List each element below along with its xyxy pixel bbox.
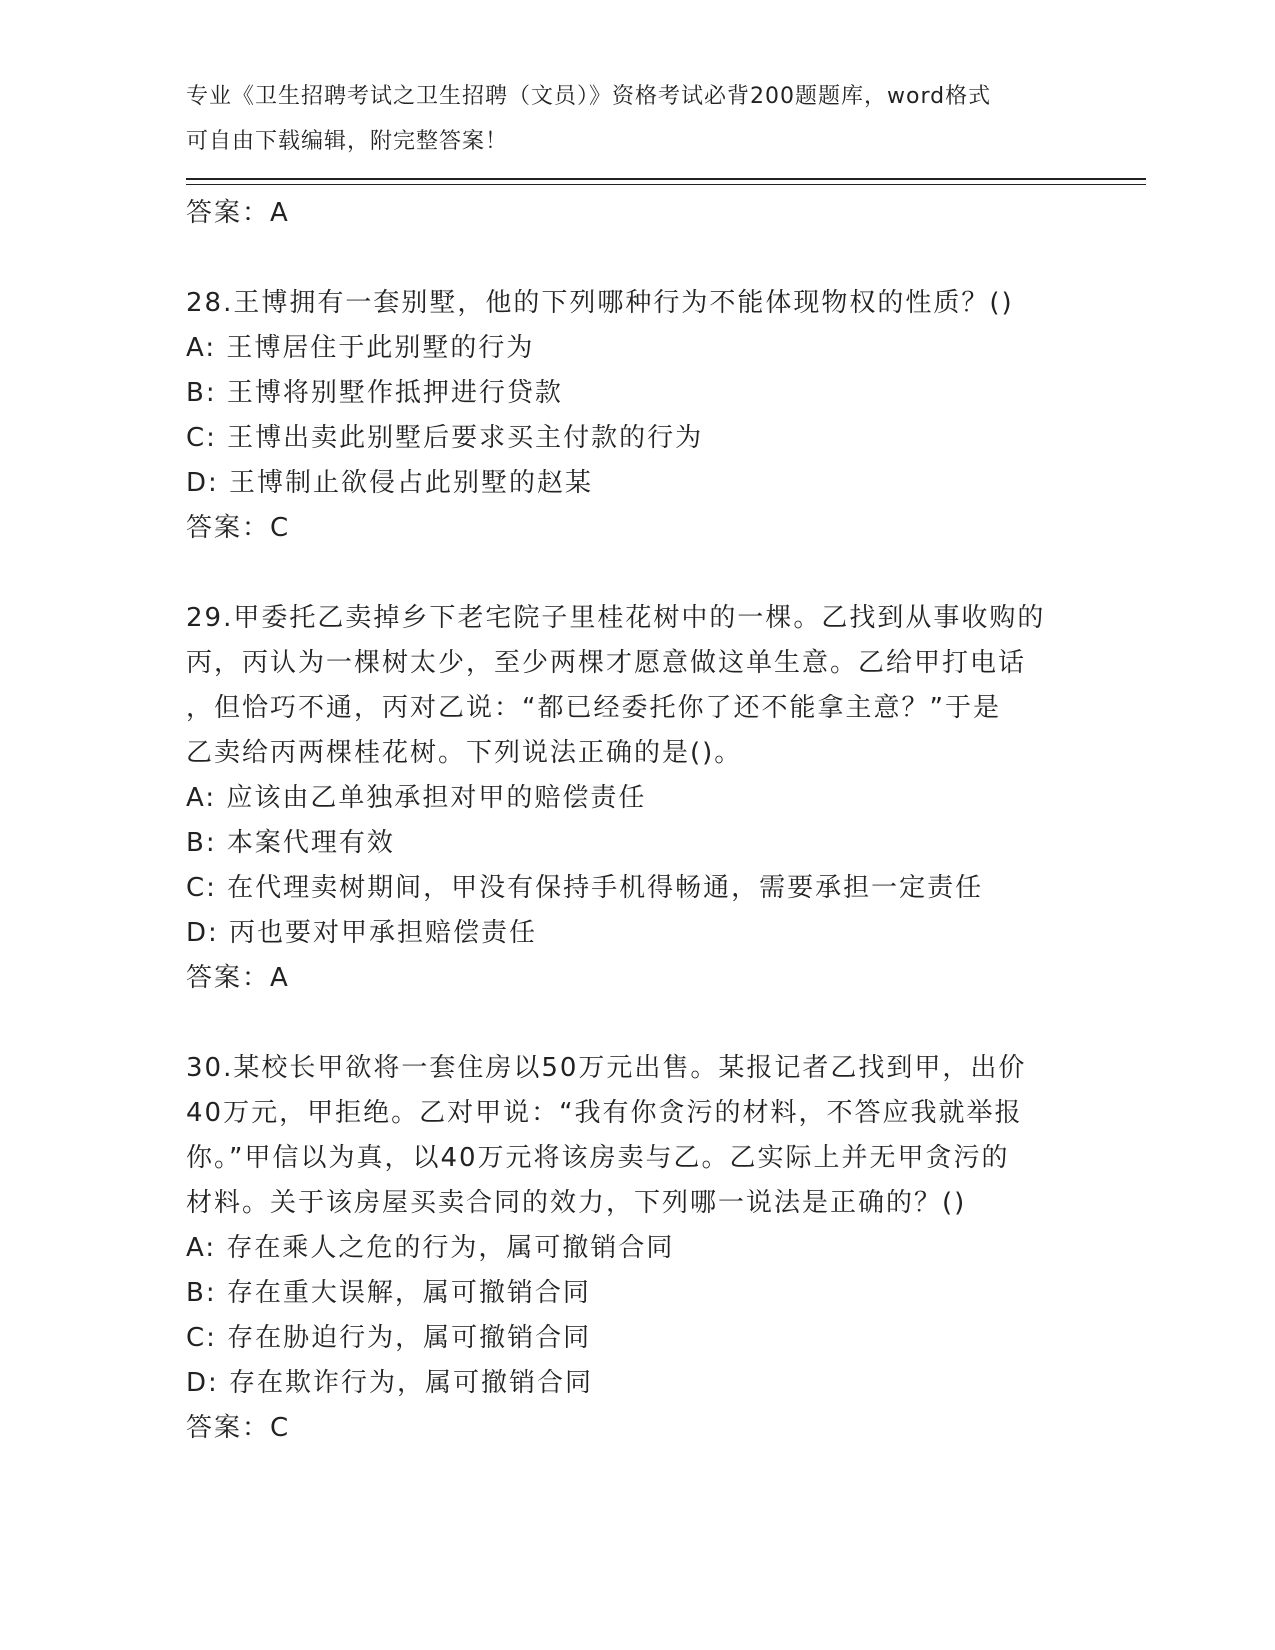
answer-line: 答案：C (186, 1413, 291, 1443)
answer-line: 答案：A (186, 198, 290, 228)
question-stem-line: 40万元，甲拒绝。乙对甲说：“我有你贪污的材料，不答应我就举报 (186, 1098, 1023, 1128)
option-c: C: 王博出卖此别墅后要求买主付款的行为 (186, 423, 704, 453)
option-b: B: 存在重大误解，属可撤销合同 (186, 1278, 591, 1308)
answer-line: 答案：A (186, 963, 290, 993)
header-line-2: 可自由下载编辑，附完整答案！ (186, 129, 509, 154)
header-divider-thick (186, 178, 1146, 180)
option-a: A: 王博居住于此别墅的行为 (186, 333, 535, 363)
question-stem-line: 28.王博拥有一套别墅，他的下列哪种行为不能体现物权的性质？() (186, 288, 1014, 318)
question-28 (186, 281, 1106, 551)
option-d: D: 王博制止欲侵占此别墅的赵某 (186, 468, 594, 498)
answer-line: 答案：C (186, 513, 291, 543)
header-divider-thin (186, 184, 1146, 185)
option-a: A: 存在乘人之危的行为，属可撤销合同 (186, 1233, 675, 1263)
question-stem-line: 30.某校长甲欲将一套住房以50万元出售。某报记者乙找到甲，出价 (186, 1053, 1027, 1083)
spacer (186, 1001, 1106, 1046)
option-c: C: 在代理卖树期间，甲没有保持手机得畅通，需要承担一定责任 (186, 873, 984, 903)
question-29 (186, 596, 1106, 1001)
question-stem-line: 材料。关于该房屋买卖合同的效力，下列哪一说法是正确的？() (186, 1188, 967, 1218)
spacer (186, 236, 1106, 281)
header-line-1: 专业《卫生招聘考试之卫生招聘（文员）》资格考试必背200题题库，word格式 (186, 84, 992, 109)
document-header (186, 74, 1066, 164)
option-d: D: 存在欺诈行为，属可撤销合同 (186, 1368, 594, 1398)
option-b: B: 王博将别墅作抵押进行贷款 (186, 378, 563, 408)
question-stem-line: 29.甲委托乙卖掉乡下老宅院子里桂花树中的一棵。乙找到从事收购的 (186, 603, 1046, 633)
question-stem-line: 乙卖给丙两棵桂花树。下列说法正确的是()。 (186, 738, 743, 768)
question-stem-line: 丙，丙认为一棵树太少，至少两棵才愿意做这单生意。乙给甲打电话 (186, 648, 1027, 678)
spacer (186, 551, 1106, 596)
option-b: B: 本案代理有效 (186, 828, 395, 858)
question-stem-line: 你。”甲信以为真，以40万元将该房卖与乙。乙实际上并无甲贪污的 (186, 1143, 1010, 1173)
question-list (186, 191, 1106, 1451)
question-30 (186, 1046, 1106, 1451)
option-c: C: 存在胁迫行为，属可撤销合同 (186, 1323, 592, 1353)
option-d: D: 丙也要对甲承担赔偿责任 (186, 918, 538, 948)
question-stem-line: ，但恰巧不通，丙对乙说：“都已经委托你了还不能拿主意？”于是 (186, 693, 1001, 723)
option-a: A: 应该由乙单独承担对甲的赔偿责任 (186, 783, 647, 813)
